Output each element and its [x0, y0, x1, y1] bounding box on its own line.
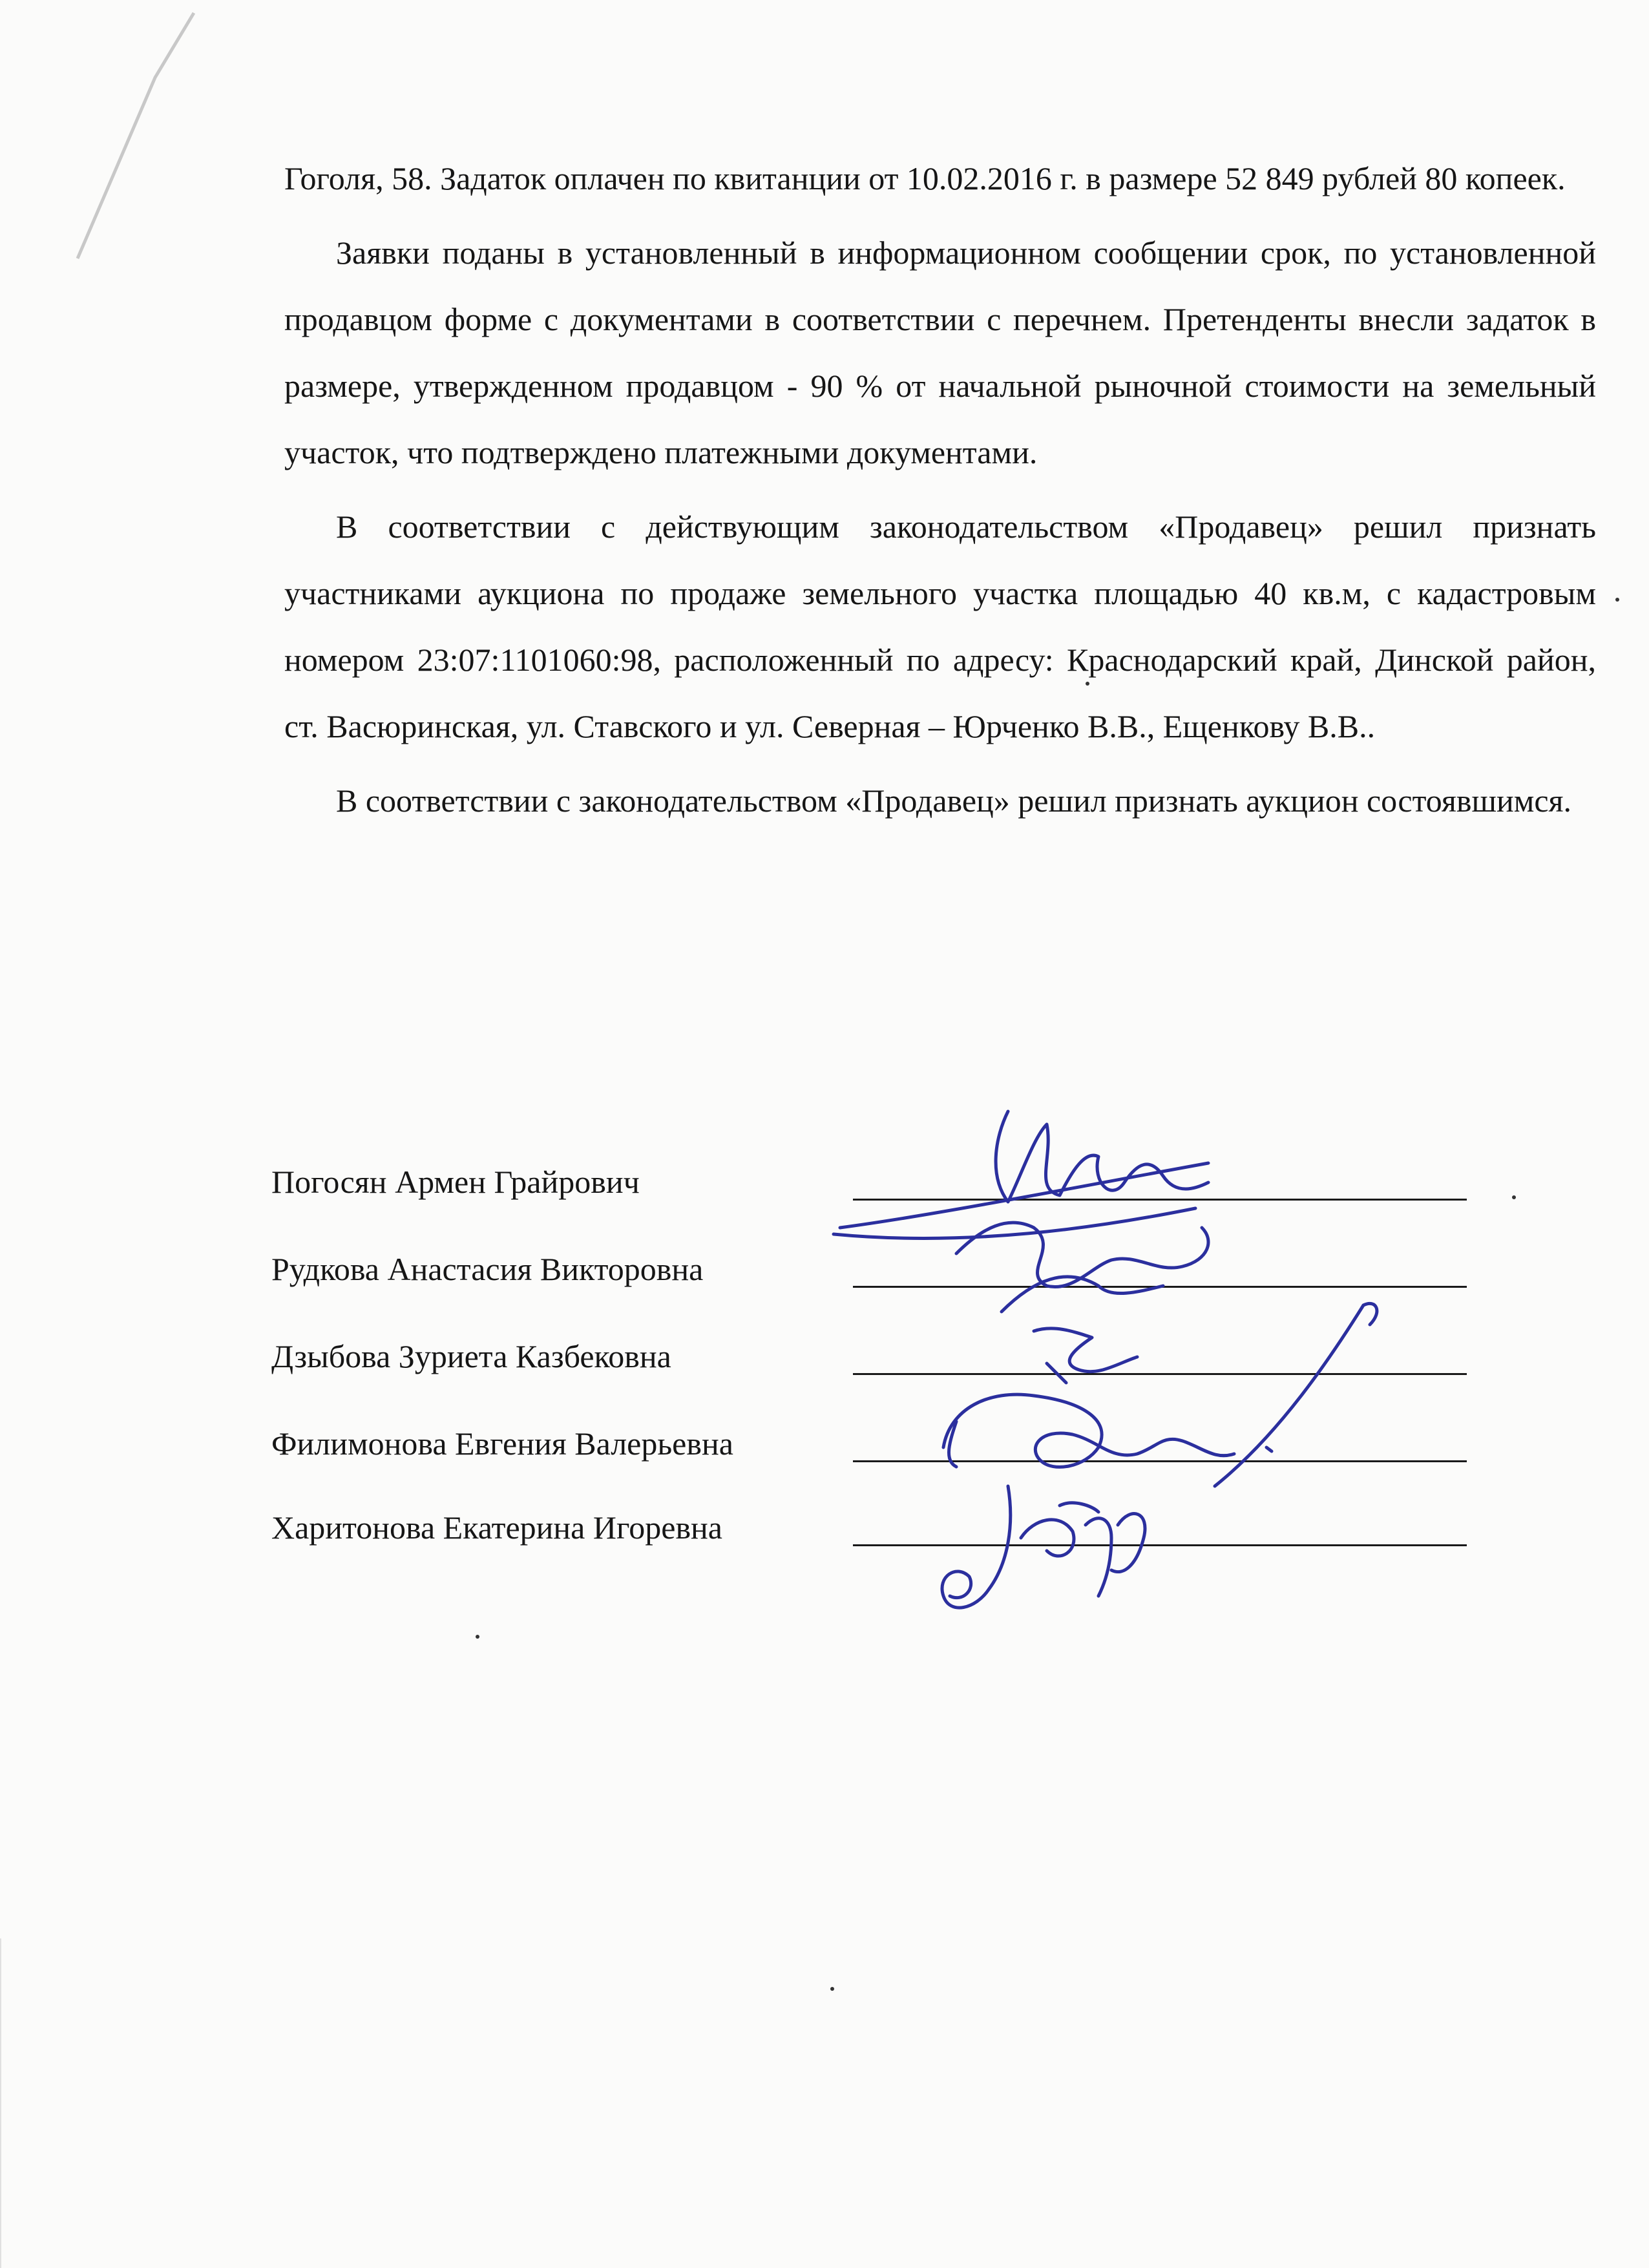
paragraph-applications: Заявки поданы в установленный в информационном сообщении срок, по установленной продавцом форме с документами в соответствии с перечнем. Претенденты внесли задаток в размере, утвержденном продавцом - 90 % от начальной рыночной стоимости на земельный участок, что подтверждено платежными документами. [284, 235, 1596, 470]
signatory-row [271, 1150, 1473, 1215]
signatory-name: Погосян Армен Грайрович [271, 1164, 640, 1200]
signatory-name: Харитонова Екатерина Игоревна [271, 1509, 722, 1546]
document-body [284, 145, 1596, 834]
signature-line [853, 1199, 1467, 1201]
signature-line [853, 1460, 1467, 1462]
signatory-row [271, 1325, 1473, 1389]
signatory-name: Рудкова Анастасия Викторовна [271, 1251, 704, 1287]
paragraph-deposit: Гоголя, 58. Задаток оплачен по квитанции от 10.02.2016 г. в размере 52 849 рублей 80 копеек. [284, 160, 1566, 196]
signatory-row [271, 1237, 1473, 1302]
signatory-row [271, 1412, 1473, 1476]
scan-speck [1512, 1195, 1516, 1199]
signatory-name: Филимонова Евгения Валерьевна [271, 1425, 733, 1462]
scan-speck [1086, 682, 1089, 686]
scan-speck [830, 1987, 834, 1991]
signature-line [853, 1373, 1467, 1375]
paragraph-auction-result: В соответствии с законодательством «Продавец» решил признать аукцион состоявшимся. [336, 782, 1572, 819]
signature-line [853, 1544, 1467, 1546]
scan-speck [1615, 598, 1619, 602]
signatory-row [271, 1496, 1473, 1560]
paragraph-participants: В соответствии с действующим законодательством «Продавец» решил признать участниками аукциона по продаже земельного участка площадью 40 кв.м, с кадастровым номером 23:07:1101060:98, расположенный по адресу: Краснодарский край, Динской район, ст. Васюринская, ул. Ставского и ул. Северная – Юрченко В.В., Ещенкову В.В.. [284, 509, 1596, 744]
scan-speck [476, 1635, 479, 1639]
signatory-name: Дзыбова Зуриета Казбековна [271, 1338, 671, 1374]
signature-line [853, 1286, 1467, 1288]
